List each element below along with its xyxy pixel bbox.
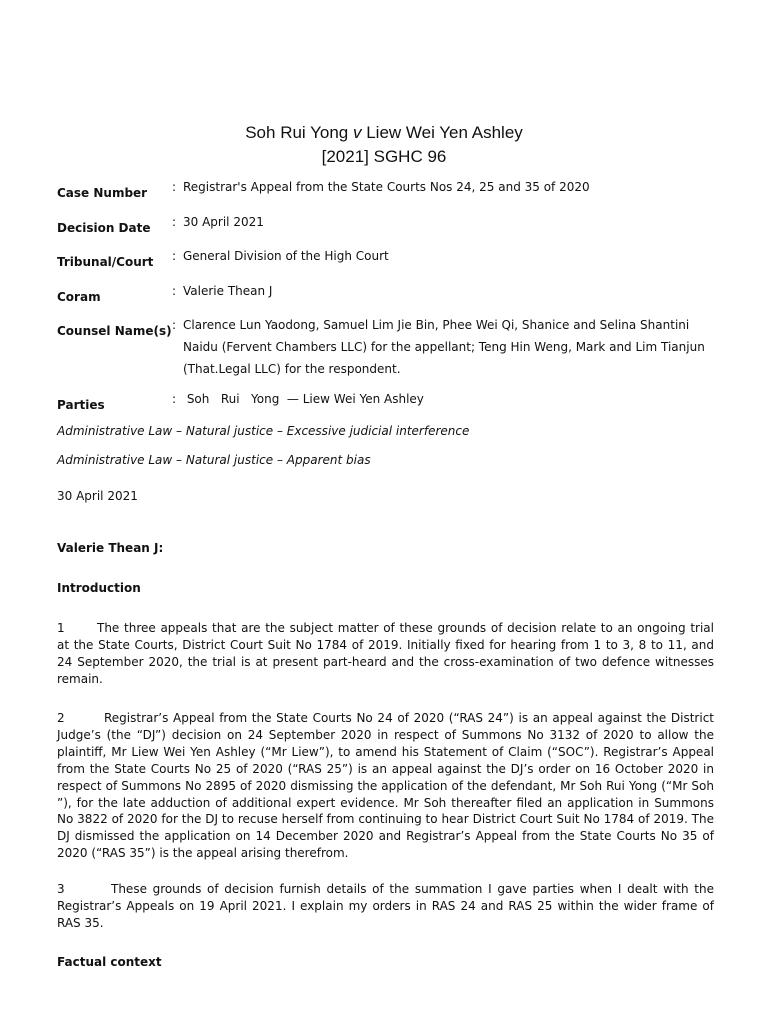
paragraph-number: 3 bbox=[57, 882, 65, 896]
meta-value: Registrar's Appeal from the State Courts Nos 24, 25 and 35 of 2020 bbox=[183, 180, 590, 194]
meta-label: Parties bbox=[57, 398, 105, 412]
paragraph-text: These grounds of decision furnish details of the summation I gave parties when I dealt with the Registrar’s Appeals on 19 April 2021. I explain my orders in RAS 24 and RAS 25 within the wider frame of RAS 35. bbox=[57, 882, 714, 930]
paragraph-text: Registrar’s Appeal from the State Courts No 24 of 2020 (“RAS 24”) is an appeal against the District Judge’s (the “DJ”) decision on 24 September 2020 in respect of Summons No 3132 of 2020 to allow the plaintiff, Mr Liew Wei Yen Ashley (“Mr Liew”), to amend his Statement of Claim (“SOC”). Registrar’s Appeal from the State Courts No 25 of 2020 (“RAS 25”) is an appeal against the DJ’s order on 16 October 2020 in respect of Summons No 2895 of 2020 dismissing the application of the defendant, Mr Soh Rui Yong (“Mr Soh ”), for the late adduction of additional expert evidence. Mr Soh thereafter filed an application in Summons No 3822 of 2020 for the DJ to recuse herself from continuing to hear District Court Suit No 1784 of 2019. The DJ dismissed the application on 14 December 2020 and Registrar’s Appeal from the State Courts No 35 of 2020 (“RAS 35”) is the appeal arising therefrom. bbox=[57, 711, 714, 861]
paragraph-1 bbox=[57, 620, 714, 688]
meta-case-number bbox=[57, 176, 717, 198]
meta-colon: : bbox=[172, 249, 177, 263]
meta-parties bbox=[57, 388, 717, 410]
meta-value: 30 April 2021 bbox=[183, 215, 264, 229]
section-heading-factual-context: Factual context bbox=[57, 955, 162, 969]
meta-label: Case Number bbox=[57, 186, 148, 200]
paragraph-number: 1 bbox=[57, 621, 65, 635]
meta-label: Tribunal/Court bbox=[57, 255, 154, 269]
meta-coram bbox=[57, 280, 717, 302]
paragraph-number: 2 bbox=[57, 711, 65, 725]
title-versus: v bbox=[352, 123, 362, 142]
case-citation: [2021] SGHC 96 bbox=[321, 147, 447, 166]
meta-label: Coram bbox=[57, 290, 101, 304]
meta-decision-date bbox=[57, 211, 717, 233]
catchword: Administrative Law – Natural justice – Excessive judicial interference bbox=[57, 424, 470, 438]
meta-value: General Division of the High Court bbox=[183, 249, 389, 263]
meta-colon: : bbox=[172, 180, 177, 194]
meta-label: Decision Date bbox=[57, 221, 151, 235]
meta-colon: : bbox=[172, 284, 177, 298]
meta-tribunal bbox=[57, 245, 717, 267]
section-heading-introduction: Introduction bbox=[57, 581, 141, 595]
paragraph-text: The three appeals that are the subject matter of these grounds of decision relate to an ongoing trial at the State Courts, District Court Suit No 1784 of 2019. Initially fixed for hearing from 1 to 3, 8 to 11, and 24 September 2020, the trial is at present part-heard and the cross-examination of two defence witnesses remain. bbox=[57, 621, 714, 686]
judge-heading: Valerie Thean J: bbox=[57, 541, 164, 555]
meta-value: Clarence Lun Yaodong, Samuel Lim Jie Bin, Phee Wei Qi, Shanice and Selina Shantini Naidu (Fervent Chambers LLC) for the appellant; Teng Hin Weng, Mark and Lim Tianjun (That.Legal LLC) for the respondent. bbox=[183, 318, 705, 376]
title-appellant: Soh Rui Yong bbox=[245, 123, 353, 142]
paragraph-3 bbox=[57, 881, 714, 932]
meta-colon: : bbox=[172, 392, 177, 406]
meta-colon: : bbox=[172, 215, 177, 229]
case-title bbox=[0, 123, 768, 143]
meta-colon: : bbox=[172, 318, 177, 332]
meta-value: Valerie Thean J bbox=[183, 284, 273, 298]
meta-counsel bbox=[57, 314, 717, 380]
catchword: Administrative Law – Natural justice – Apparent bias bbox=[57, 453, 371, 467]
title-respondent: Liew Wei Yen Ashley bbox=[361, 123, 523, 142]
judgment-date: 30 April 2021 bbox=[57, 489, 138, 503]
meta-label: Counsel Name(s) bbox=[57, 324, 172, 338]
paragraph-2 bbox=[57, 710, 714, 862]
meta-value: Soh Rui Yong — Liew Wei Yen Ashley bbox=[183, 392, 424, 406]
